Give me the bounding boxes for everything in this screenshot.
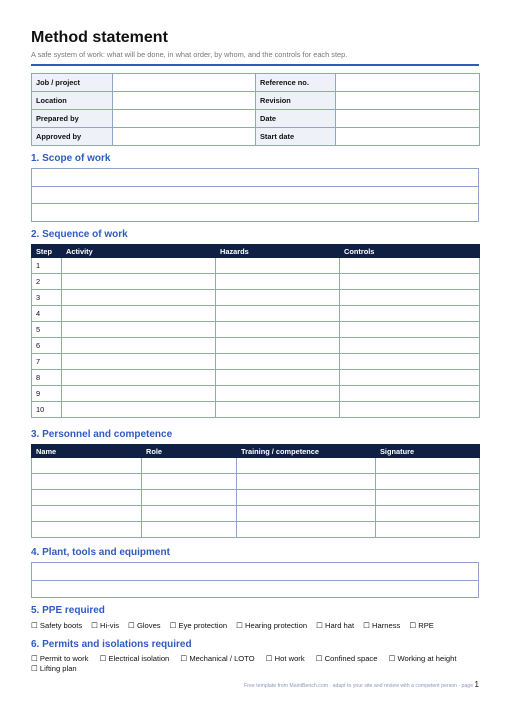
step-header: Step bbox=[32, 245, 62, 258]
step-number: 3 bbox=[32, 290, 62, 306]
controls-cell[interactable] bbox=[340, 370, 480, 386]
location-field[interactable] bbox=[113, 92, 256, 110]
signature-cell[interactable] bbox=[376, 474, 480, 490]
training-cell[interactable] bbox=[237, 458, 376, 474]
personnel-heading: 3. Personnel and competence bbox=[31, 429, 173, 440]
info-table bbox=[31, 73, 480, 146]
training-cell[interactable] bbox=[237, 474, 376, 490]
hazards-cell[interactable] bbox=[216, 386, 340, 402]
location-label: Location bbox=[32, 92, 113, 110]
hazards-cell[interactable] bbox=[216, 274, 340, 290]
scope-line[interactable] bbox=[32, 204, 479, 222]
activity-header: Activity bbox=[62, 245, 216, 258]
ppe-hard-hat-checkbox[interactable]: ☐ Hard hat bbox=[316, 621, 355, 630]
sequence-row bbox=[32, 354, 480, 370]
hazards-cell[interactable] bbox=[216, 306, 340, 322]
ppe-harness-checkbox[interactable]: ☐ Harness bbox=[363, 621, 401, 630]
step-number: 4 bbox=[32, 306, 62, 322]
revision-field[interactable] bbox=[336, 92, 480, 110]
sequence-heading: 2. Sequence of work bbox=[31, 229, 128, 240]
step-number: 10 bbox=[32, 402, 62, 418]
revision-label: Revision bbox=[256, 92, 336, 110]
footer-text: Free template from MaintBench.com · adapt to your site and review with a competent person · page bbox=[244, 683, 474, 689]
step-number: 2 bbox=[32, 274, 62, 290]
confined-space-checkbox[interactable]: ☐ Confined space bbox=[315, 654, 378, 663]
lifting-plan-checkbox[interactable]: ☐ Lifting plan bbox=[31, 664, 77, 673]
controls-cell[interactable] bbox=[340, 274, 480, 290]
activity-cell[interactable] bbox=[62, 354, 216, 370]
reference-no-label: Reference no. bbox=[256, 74, 336, 92]
ppe-eye-protection-checkbox[interactable]: ☐ Eye protection bbox=[169, 621, 228, 630]
ppe-heading: 5. PPE required bbox=[31, 605, 105, 616]
activity-cell[interactable] bbox=[62, 258, 216, 274]
personnel-row bbox=[32, 458, 480, 474]
activity-cell[interactable] bbox=[62, 306, 216, 322]
sequence-row bbox=[32, 402, 480, 418]
personnel-row bbox=[32, 474, 480, 490]
role-cell[interactable] bbox=[142, 474, 237, 490]
ppe-checklist bbox=[31, 621, 479, 631]
date-field[interactable] bbox=[336, 110, 480, 128]
approved-by-field[interactable] bbox=[113, 128, 256, 146]
step-number: 9 bbox=[32, 386, 62, 402]
sequence-row bbox=[32, 274, 480, 290]
role-cell[interactable] bbox=[142, 458, 237, 474]
controls-cell[interactable] bbox=[340, 322, 480, 338]
ppe-hearing-protection-checkbox[interactable]: ☐ Hearing protection bbox=[236, 621, 308, 630]
job-project-field[interactable] bbox=[113, 74, 256, 92]
signature-cell[interactable] bbox=[376, 490, 480, 506]
hazards-cell[interactable] bbox=[216, 258, 340, 274]
training-header: Training / competence bbox=[237, 445, 376, 458]
role-header: Role bbox=[142, 445, 237, 458]
activity-cell[interactable] bbox=[62, 338, 216, 354]
hazards-cell[interactable] bbox=[216, 402, 340, 418]
permits-heading: 6. Permits and isolations required bbox=[31, 639, 192, 650]
hazards-cell[interactable] bbox=[216, 354, 340, 370]
ppe-safety-boots-checkbox[interactable]: ☐ Safety boots bbox=[31, 621, 83, 630]
start-date-label: Start date bbox=[256, 128, 336, 146]
name-cell[interactable] bbox=[32, 490, 142, 506]
step-number: 8 bbox=[32, 370, 62, 386]
hazards-header: Hazards bbox=[216, 245, 340, 258]
activity-cell[interactable] bbox=[62, 322, 216, 338]
activity-cell[interactable] bbox=[62, 274, 216, 290]
page-number: 1 bbox=[474, 680, 479, 689]
signature-cell[interactable] bbox=[376, 458, 480, 474]
prepared-by-label: Prepared by bbox=[32, 110, 113, 128]
hazards-cell[interactable] bbox=[216, 290, 340, 306]
scope-line[interactable] bbox=[32, 186, 479, 204]
controls-cell[interactable] bbox=[340, 290, 480, 306]
page-title: Method statement bbox=[31, 29, 168, 46]
activity-cell[interactable] bbox=[62, 290, 216, 306]
plant-line[interactable] bbox=[32, 563, 479, 581]
scope-line[interactable] bbox=[32, 169, 479, 187]
scope-table bbox=[31, 168, 479, 222]
controls-cell[interactable] bbox=[340, 386, 480, 402]
job-project-label: Job / project bbox=[32, 74, 113, 92]
signature-header: Signature bbox=[376, 445, 480, 458]
electrical-isolation-checkbox[interactable]: ☐ Electrical isolation bbox=[99, 654, 170, 663]
working-at-height-checkbox[interactable]: ☐ Working at height bbox=[388, 654, 457, 663]
controls-cell[interactable] bbox=[340, 258, 480, 274]
sequence-row bbox=[32, 290, 480, 306]
signature-cell[interactable] bbox=[376, 506, 480, 522]
ppe-hi-vis-checkbox[interactable]: ☐ Hi-vis bbox=[91, 621, 120, 630]
hot-work-checkbox[interactable]: ☐ Hot work bbox=[265, 654, 305, 663]
personnel-table bbox=[31, 444, 480, 538]
sequence-row bbox=[32, 386, 480, 402]
start-date-field[interactable] bbox=[336, 128, 480, 146]
training-cell[interactable] bbox=[237, 522, 376, 538]
prepared-by-field[interactable] bbox=[113, 110, 256, 128]
sequence-row bbox=[32, 258, 480, 274]
title-divider bbox=[31, 64, 479, 66]
ppe-rpe-checkbox[interactable]: ☐ RPE bbox=[409, 621, 434, 630]
date-label: Date bbox=[256, 110, 336, 128]
page-footer bbox=[244, 680, 479, 689]
personnel-row bbox=[32, 490, 480, 506]
plant-line[interactable] bbox=[32, 580, 479, 598]
activity-cell[interactable] bbox=[62, 370, 216, 386]
name-cell[interactable] bbox=[32, 458, 142, 474]
role-cell[interactable] bbox=[142, 490, 237, 506]
training-cell[interactable] bbox=[237, 506, 376, 522]
hazards-cell[interactable] bbox=[216, 338, 340, 354]
mechanical-loto-checkbox[interactable]: ☐ Mechanical / LOTO bbox=[180, 654, 255, 663]
controls-cell[interactable] bbox=[340, 354, 480, 370]
reference-no-field[interactable] bbox=[336, 74, 480, 92]
sequence-row bbox=[32, 322, 480, 338]
step-number: 1 bbox=[32, 258, 62, 274]
ppe-gloves-checkbox[interactable]: ☐ Gloves bbox=[128, 621, 161, 630]
name-cell[interactable] bbox=[32, 522, 142, 538]
personnel-row bbox=[32, 522, 480, 538]
permits-checklist bbox=[31, 654, 471, 674]
training-cell[interactable] bbox=[237, 490, 376, 506]
scope-heading: 1. Scope of work bbox=[31, 153, 111, 164]
sequence-row bbox=[32, 370, 480, 386]
activity-cell[interactable] bbox=[62, 402, 216, 418]
hazards-cell[interactable] bbox=[216, 370, 340, 386]
step-number: 7 bbox=[32, 354, 62, 370]
name-header: Name bbox=[32, 445, 142, 458]
page-subtitle: A safe system of work: what will be done, in what order, by whom, and the controls for each step. bbox=[31, 50, 348, 59]
step-number: 6 bbox=[32, 338, 62, 354]
name-cell[interactable] bbox=[32, 474, 142, 490]
personnel-row bbox=[32, 506, 480, 522]
controls-cell[interactable] bbox=[340, 402, 480, 418]
controls-cell[interactable] bbox=[340, 338, 480, 354]
signature-cell[interactable] bbox=[376, 522, 480, 538]
controls-header: Controls bbox=[340, 245, 480, 258]
step-number: 5 bbox=[32, 322, 62, 338]
plant-heading: 4. Plant, tools and equipment bbox=[31, 547, 170, 558]
sequence-row bbox=[32, 306, 480, 322]
name-cell[interactable] bbox=[32, 506, 142, 522]
role-cell[interactable] bbox=[142, 522, 237, 538]
sequence-table bbox=[31, 244, 480, 418]
activity-cell[interactable] bbox=[62, 386, 216, 402]
approved-by-label: Approved by bbox=[32, 128, 113, 146]
controls-cell[interactable] bbox=[340, 306, 480, 322]
sequence-row bbox=[32, 338, 480, 354]
plant-table bbox=[31, 562, 479, 598]
permit-to-work-checkbox[interactable]: ☐ Permit to work bbox=[31, 654, 89, 663]
hazards-cell[interactable] bbox=[216, 322, 340, 338]
role-cell[interactable] bbox=[142, 506, 237, 522]
